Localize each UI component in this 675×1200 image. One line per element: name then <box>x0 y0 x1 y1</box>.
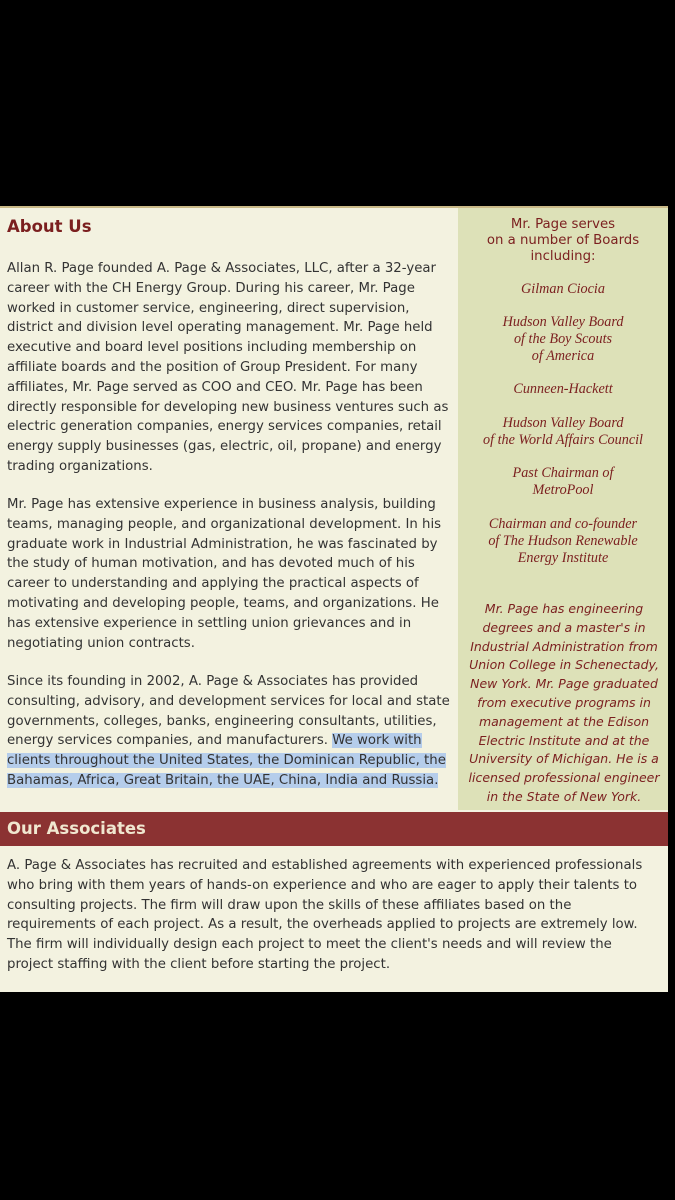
boards-intro-line: including: <box>530 249 596 264</box>
education-note: Mr. Page has engineering degrees and a master's in Industrial Administration from Union College in Schenectady, New York. Mr. Page graduated from executive programs in management at the Edison Electric Institute and at the University of Michigan. He is a licensed professional engineer in the State of New York. <box>468 601 660 804</box>
board-line: of The Hudson Renewable <box>488 533 638 549</box>
boards-intro-line: Mr. Page serves <box>510 217 616 232</box>
board-hudson-renewable <box>458 516 668 567</box>
about-paragraph-1: Allan R. Page founded A. Page & Associates, LLC, after a 32-year career with the CH Energy Group. During his career, Mr. Page worked in customer service, engineering, direct supervision, district and division level operating management. Mr. Page held executive and board level positions including membership on affiliate boards and the position of Group President. For many affiliates, Mr. Page served as COO and CEO. Mr. Page has been directly responsible for developing new business ventures such as electric generation companies, energy services companies, retail energy supply businesses (gas, electric, oil, propane) and energy trading organizations. <box>7 261 449 474</box>
board-line: Hudson Valley Board <box>502 314 624 330</box>
board-line: Chairman and co-founder <box>488 516 638 532</box>
about-paragraph-3 <box>7 672 454 791</box>
associates-header-bar <box>0 812 668 846</box>
board-line: Past Chairman of <box>512 465 614 481</box>
board-world-affairs <box>458 415 668 449</box>
boards-intro <box>458 217 668 265</box>
boards-sidebar <box>458 208 668 810</box>
board-line: Cunneen-Hackett <box>513 381 613 397</box>
about-section <box>0 208 458 810</box>
boards-intro-line: on a number of Boards <box>486 233 640 248</box>
about-paragraph-2: Mr. Page has extensive experience in business analysis, building teams, managing people, and organizational development. In his graduate work in Industrial Administration, he was fascinated by the study of human motivation, and has devoted much of his career to understanding and applying the practical aspects of motivating and developing people, teams, and organizations. He has extensive experience in settling union grievances and in negotiating union contracts. <box>7 497 442 651</box>
about-paragraph-3-text: Since its founding in 2002, A. Page & Associates has provided consulting, advisory, and development services for local and state governments, colleges, banks, engineering consultants, utilities, energy services companies, and manufacturers. <box>7 674 450 749</box>
associates-heading: Our Associates <box>7 819 146 838</box>
board-line: Hudson Valley Board <box>502 415 624 431</box>
associates-paragraph: A. Page & Associates has recruited and established agreements with experienced professionals who bring with them years of hands-on experience and who are eager to apply their talents to consulting projects. The firm will draw upon the skills of these affiliates based on the requirements of each project. As a result, the overheads applied to projects are extremely low. The firm will individually design each project to meet the client's needs and will review the project staffing with the client before starting the project. <box>7 858 643 972</box>
board-cunneen-hackett <box>458 381 668 398</box>
board-line: Energy Institute <box>517 550 609 566</box>
selected-text[interactable]: We work with clients throughout the United States, the Dominican Republic, the Bahamas, Africa, Great Britain, the UAE, China, India and Russia. <box>7 733 446 788</box>
board-line: of the World Affairs Council <box>482 432 644 448</box>
board-line: of America <box>531 348 595 364</box>
board-line: Gilman Ciocia <box>521 281 605 297</box>
board-metropool <box>458 465 668 499</box>
board-gilman-ciocia <box>458 281 668 298</box>
about-heading: About Us <box>7 217 92 236</box>
board-boy-scouts <box>458 314 668 365</box>
board-line: of the Boy Scouts <box>513 331 613 347</box>
page-content <box>0 206 668 992</box>
board-line: MetroPool <box>532 482 594 498</box>
